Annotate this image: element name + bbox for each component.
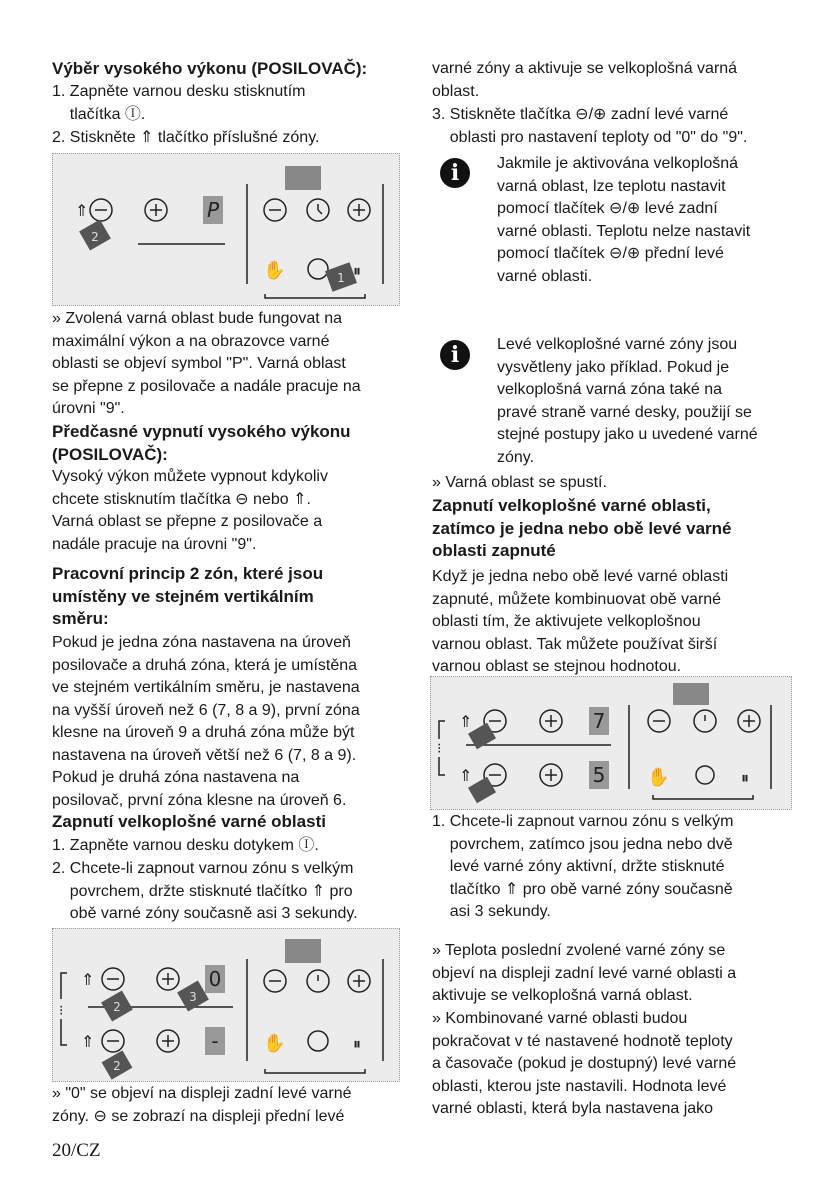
result-last-zone-temp: » Teplota poslední zvolené varné zóny se objeví na displeji zadní levé varné oblasti a aktivuje se velkoplošná varná oblast.	[432, 942, 737, 1004]
boost-icon: ⇑	[459, 712, 473, 731]
step-marker: 2	[113, 1059, 121, 1073]
para-bridge-while-on: Když je jedna nebo obě levé varné oblasti zapnuté, můžete kombinuovat obě varné oblasti tím, že aktivujete velkoplošnou varnou oblast. Tak můžete používat širší varnou oblast se stejnou hodnotou.	[432, 568, 729, 675]
result-boost: » Zvolená varná oblast bude fungovat na maximální výkon a na obrazovce varné oblasti se objeví symbol "P". Varná oblast se přepne z posilovače a nadále pracuje na úrovni "9".	[52, 310, 361, 417]
front-zone-display-value: 5	[592, 763, 606, 787]
pause-icon: ⏸	[741, 768, 750, 787]
pause-icon: ⏸	[353, 1034, 362, 1053]
info-icon: i	[440, 340, 470, 370]
para-two-zone-principle: Pokud je jedna zóna nastavena na úroveň posilovače a druhá zóna, která je umístěna ve stejném vertikálním směru, je nastavena na vyšší úroveň než 6 (7, 8 a 9), první zóna klesne na úroveň 9 a druhá zóna může být nastavena na úroveň větší než 6 (7, 8 a 9). Pokud je druhá zóna nastavena na posilovač, první zóna klesne na úroveň 6.	[52, 634, 360, 809]
bridge-icon: ⁝	[59, 1003, 64, 1019]
front-zone-display-value: -	[211, 1029, 219, 1053]
bridge-icon: ⁝	[437, 741, 442, 757]
para-boost-off: Vysoký výkon můžete vypnout kdykoliv chcete stisknutím tlačítka ⊖ nebo ⇑. Varná oblast se přepne z posilovače a nadále pracuje na úrovni "9".	[52, 468, 328, 553]
control-panel-diagram-bridge	[52, 928, 400, 1082]
step-marker: 2	[91, 230, 99, 244]
step-2: 2. Stiskněte ⇑ tlačítko příslušné zóny.	[52, 129, 320, 146]
heading-early-boost-off: Předčasné vypnutí vysokého výkonu (POSILOVAČ):	[52, 422, 351, 464]
heading-boost-selection: Výběr vysokého výkonu (POSILOVAČ):	[52, 59, 368, 78]
boost-icon: ⇑	[459, 766, 473, 785]
info-icon: i	[440, 158, 470, 188]
step-marker: 3	[189, 990, 197, 1004]
lock-hand-icon: ✋	[647, 767, 670, 788]
step-1: 1. Zapněte varnou desku stisknutím tlačítka Ⓘ.	[52, 83, 306, 123]
lock-hand-icon: ✋	[263, 1033, 286, 1054]
power-icon	[308, 259, 328, 279]
rear-zone-display-value: 0	[208, 967, 222, 991]
info-note-1: Jakmile je aktivována velkoplošná varná oblast, lze teplotu nastavit pomocí tlačítek ⊖/⊕ levé zadní varné oblasti. Teplotu nelze nastavit pomocí tlačítek ⊖/⊕ přední levé varné oblasti.	[497, 155, 751, 285]
step-marker: 2	[113, 1000, 121, 1014]
result-bridge: » "0" se objeví na displeji zadní levé varné zóny. ⊖ se zobrazí na displeji přední levé	[52, 1085, 352, 1125]
step-bridge-1: 1. Zapněte varnou desku dotykem Ⓘ.	[52, 837, 319, 854]
control-panel-diagram-boost	[52, 153, 400, 306]
heading-bridge-zone: Zapnutí velkoplošné varné oblasti	[52, 812, 326, 831]
boost-icon: ⇑	[75, 201, 89, 220]
result-zone-starts: » Varná oblast se spustí.	[432, 474, 607, 491]
result-combined-zones: » Kombinované varné oblasti budou pokračovat v té nastavené hodnotě teploty a časovače (pokud je dostupný) levé varné oblasti, kterou jste nastavili. Hodnota levé varné oblasti, která byla nastavena jako	[432, 1010, 737, 1117]
step-bridge-active-1: 1. Chcete-li zapnout varnou zónu s velkým povrchem, zatímco jsou jedna nebo dvě levé varné zóny aktivní, držte stisknuté tlačítko ⇑ pro obě varné zóny současně asi 3 sekundy.	[432, 813, 734, 920]
heading-two-zone-principle: Pracovní princip 2 zón, které jsou umístěny ve stejném vertikálním směru:	[52, 564, 324, 628]
step-bridge-2: 2. Chcete-li zapnout varnou zónu s velkým povrchem, držte stisknuté tlačítko ⇑ pro obě varné zóny současně asi 3 sekundy.	[52, 860, 358, 922]
step-marker: 1	[337, 271, 345, 285]
zone-display-value: P	[206, 198, 220, 222]
control-panel-diagram-bridge-active	[430, 676, 792, 810]
info-note-2: Levé velkoplošné varné zóny jsou vysvětleny jako příklad. Pokud je velkoplošná varná zóna také na pravé straně varné desky, použijí se stejné postupy jako u uvedené varné zóny.	[497, 336, 758, 466]
lock-hand-icon: ✋	[263, 260, 286, 281]
para-continued: varné zóny a aktivuje se velkoplošná varná oblast.	[432, 60, 738, 100]
heading-bridge-while-on: Zapnutí velkoplošné varné oblasti, zatímco je jedna nebo obě levé varné oblasti zapnuté	[432, 496, 732, 560]
boost-icon: ⇑	[81, 1032, 95, 1051]
display-timer	[285, 166, 321, 190]
page-number: 20/CZ	[52, 1140, 101, 1161]
pause-icon: ⏸	[353, 261, 362, 280]
boost-icon: ⇑	[81, 970, 95, 989]
rear-zone-display-value: 7	[592, 709, 606, 733]
step-3: 3. Stiskněte tlačítka ⊖/⊕ zadní levé varné oblasti pro nastavení teploty od "0" do "9".	[432, 106, 748, 146]
